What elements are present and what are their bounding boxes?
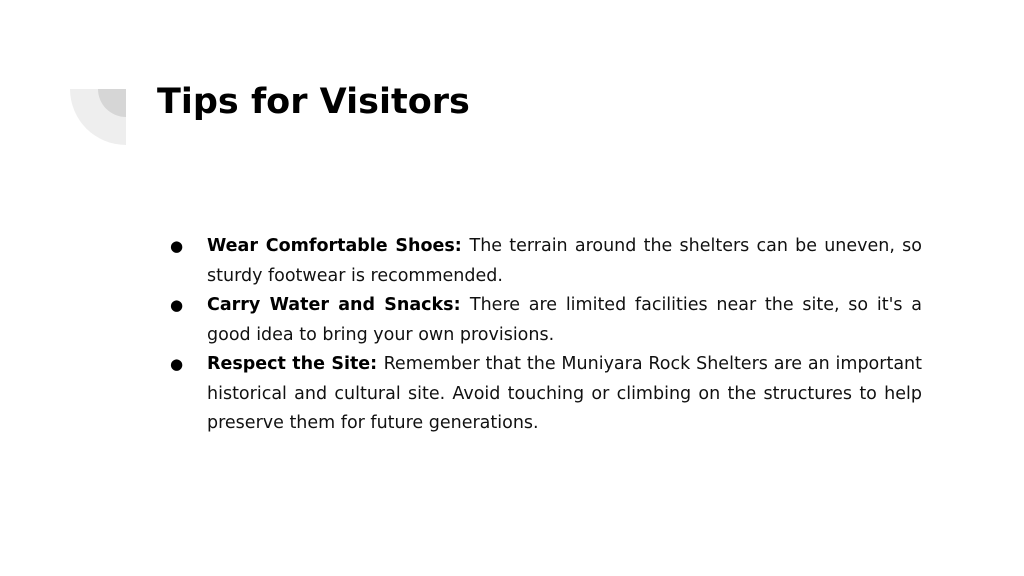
tip-title: Wear Comfortable Shoes: <box>207 236 470 256</box>
tip-text: The terrain around the shelters can be uneven, so sturdy footwear is recommended. <box>207 236 922 286</box>
slide-title: Tips for Visitors <box>157 82 470 122</box>
tip-title: Carry Water and Snacks: <box>207 295 470 315</box>
tip-title: Respect the Site: <box>207 354 384 374</box>
tip-list-item <box>170 350 922 439</box>
quarter-circle-corner-icon <box>70 89 126 145</box>
tip-text: There are limited facilities near the site, so it's a good idea to bring your own provisions. <box>207 295 922 345</box>
tip-text: Remember that the Muniyara Rock Shelters are an important historical and cultural site. Avoid touching or climbing on the structures to help preserve them for future generations. <box>207 354 922 433</box>
bullet-icon: ● <box>170 237 184 255</box>
visitor-tips-list <box>170 232 922 439</box>
tip-list-item <box>170 291 922 350</box>
bullet-icon: ● <box>170 355 184 373</box>
tip-list-item <box>170 232 922 291</box>
bullet-icon: ● <box>170 296 184 314</box>
